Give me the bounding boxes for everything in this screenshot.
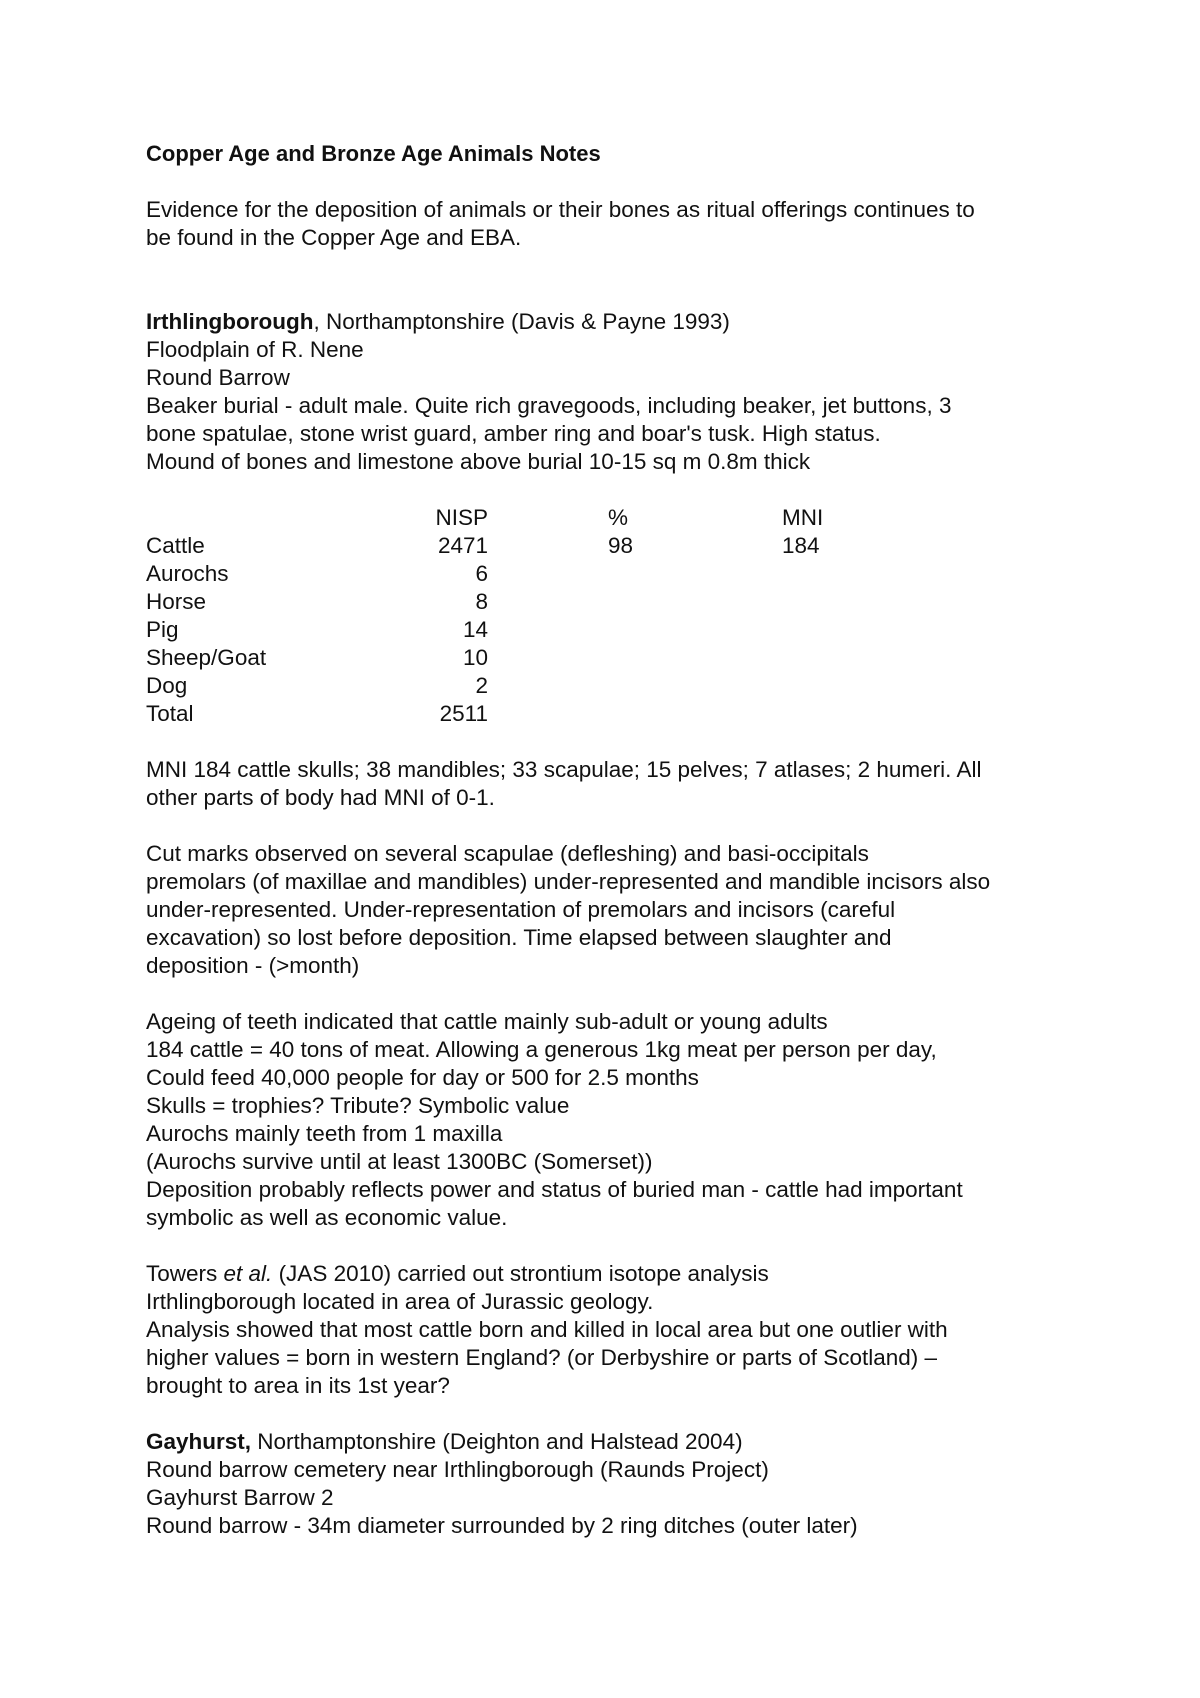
document-page [146, 140, 1066, 1540]
table-cell [608, 644, 742, 672]
ageing-line: (Aurochs survive until at least 1300BC (Somerset)) [146, 1149, 653, 1174]
site-name: Irthlingborough [146, 309, 314, 334]
gayhurst-line: Gayhurst Barrow 2 [146, 1485, 334, 1510]
table-cell [782, 644, 902, 672]
table-cell: 184 [782, 533, 820, 558]
towers-line: higher values = born in western England? (or Derbyshire or parts of Scotland) – [146, 1345, 938, 1370]
table-cell [782, 700, 902, 728]
towers-line: Irthlingborough located in area of Jurassic geology. [146, 1289, 654, 1314]
table-header: % [608, 505, 629, 530]
table-cell: Sheep/Goat [146, 645, 267, 670]
table-row [146, 560, 1066, 588]
cut-line: under-represented. Under-representation of premolars and incisors (careful [146, 897, 896, 922]
table-cell: 2471 [437, 533, 488, 558]
table-cell: Pig [146, 617, 179, 642]
table-cell [608, 588, 742, 616]
towers-line: Analysis showed that most cattle born and killed in local area but one outlier with [146, 1317, 948, 1342]
irth-line: Beaker burial - adult male. Quite rich gravegoods, including beaker, jet buttons, 3 [146, 393, 952, 418]
table-cell: 2 [475, 673, 488, 698]
ageing-line: Could feed 40,000 people for day or 500 for 2.5 months [146, 1065, 699, 1090]
table-row [146, 644, 1066, 672]
intro-line: Evidence for the deposition of animals or their bones as ritual offerings continues to [146, 197, 975, 222]
towers-citation: (JAS 2010) carried out strontium isotope analysis [272, 1261, 769, 1286]
table-cell: 8 [475, 589, 488, 614]
table-cell [782, 560, 902, 588]
table-cell: 10 [462, 645, 488, 670]
table-cell: 14 [462, 617, 488, 642]
table-header [146, 504, 346, 532]
table-row [146, 616, 1066, 644]
gayhurst-line: Round barrow - 34m diameter surrounded by 2 ring ditches (outer later) [146, 1513, 858, 1538]
gayhurst-heading [146, 1428, 1066, 1456]
table-cell [782, 588, 902, 616]
table-cell: Cattle [146, 533, 205, 558]
towers-line: brought to area in its 1st year? [146, 1373, 450, 1398]
table-cell [782, 616, 902, 644]
towers-etal: et al. [223, 1261, 273, 1286]
ageing-line: Deposition probably reflects power and status of buried man - cattle had important [146, 1177, 963, 1202]
ageing-line: Ageing of teeth indicated that cattle mainly sub-adult or young adults [146, 1009, 828, 1034]
ageing-line: Aurochs mainly teeth from 1 maxilla [146, 1121, 503, 1146]
table-header-row [146, 504, 1066, 532]
site-name: Gayhurst, [146, 1429, 252, 1454]
table-cell [608, 700, 742, 728]
table-row [146, 532, 1066, 560]
table-row [146, 588, 1066, 616]
towers-author: Towers [146, 1261, 224, 1286]
irth-line: Round Barrow [146, 365, 290, 390]
irth-line: Floodplain of R. Nene [146, 337, 364, 362]
site-reference: , Northamptonshire (Davis & Payne 1993) [313, 309, 730, 334]
mni-line: other parts of body had MNI of 0-1. [146, 785, 495, 810]
species-table [146, 504, 1066, 728]
gayhurst-line: Round barrow cemetery near Irthlingborough (Raunds Project) [146, 1457, 769, 1482]
cut-line: excavation) so lost before deposition. Time elapsed between slaughter and [146, 925, 892, 950]
cut-line: Cut marks observed on several scapulae (defleshing) and basi-occipitals [146, 841, 869, 866]
mni-line: MNI 184 cattle skulls; 38 mandibles; 33 scapulae; 15 pelves; 7 atlases; 2 humeri. All [146, 757, 982, 782]
table-cell: 6 [475, 561, 488, 586]
table-cell [608, 616, 742, 644]
table-cell: 2511 [439, 701, 488, 726]
irth-line: bone spatulae, stone wrist guard, amber ring and boar's tusk. High status. [146, 421, 881, 446]
table-header: NISP [435, 505, 488, 530]
table-cell: Dog [146, 673, 188, 698]
irth-line: Mound of bones and limestone above burial 10-15 sq m 0.8m thick [146, 449, 811, 474]
irthlingborough-heading [146, 308, 1066, 336]
table-cell [782, 672, 902, 700]
table-cell [608, 672, 742, 700]
site-reference: Northamptonshire (Deighton and Halstead 2004) [251, 1429, 743, 1454]
cut-line: premolars (of maxillae and mandibles) under-represented and mandible incisors also [146, 869, 991, 894]
table-header: MNI [782, 505, 824, 530]
ageing-line: 184 cattle = 40 tons of meat. Allowing a generous 1kg meat per person per day, [146, 1037, 937, 1062]
document-title: Copper Age and Bronze Age Animals Notes [146, 141, 601, 166]
table-cell: 98 [608, 533, 634, 558]
table-cell: Horse [146, 589, 207, 614]
intro-line: be found in the Copper Age and EBA. [146, 225, 522, 250]
table-cell: Total [146, 701, 194, 726]
table-cell [608, 560, 742, 588]
ageing-line: Skulls = trophies? Tribute? Symbolic value [146, 1093, 570, 1118]
table-row [146, 700, 1066, 728]
table-row [146, 672, 1066, 700]
towers-heading [146, 1260, 1066, 1288]
ageing-line: symbolic as well as economic value. [146, 1205, 508, 1230]
cut-line: deposition - (>month) [146, 953, 360, 978]
table-cell: Aurochs [146, 561, 229, 586]
